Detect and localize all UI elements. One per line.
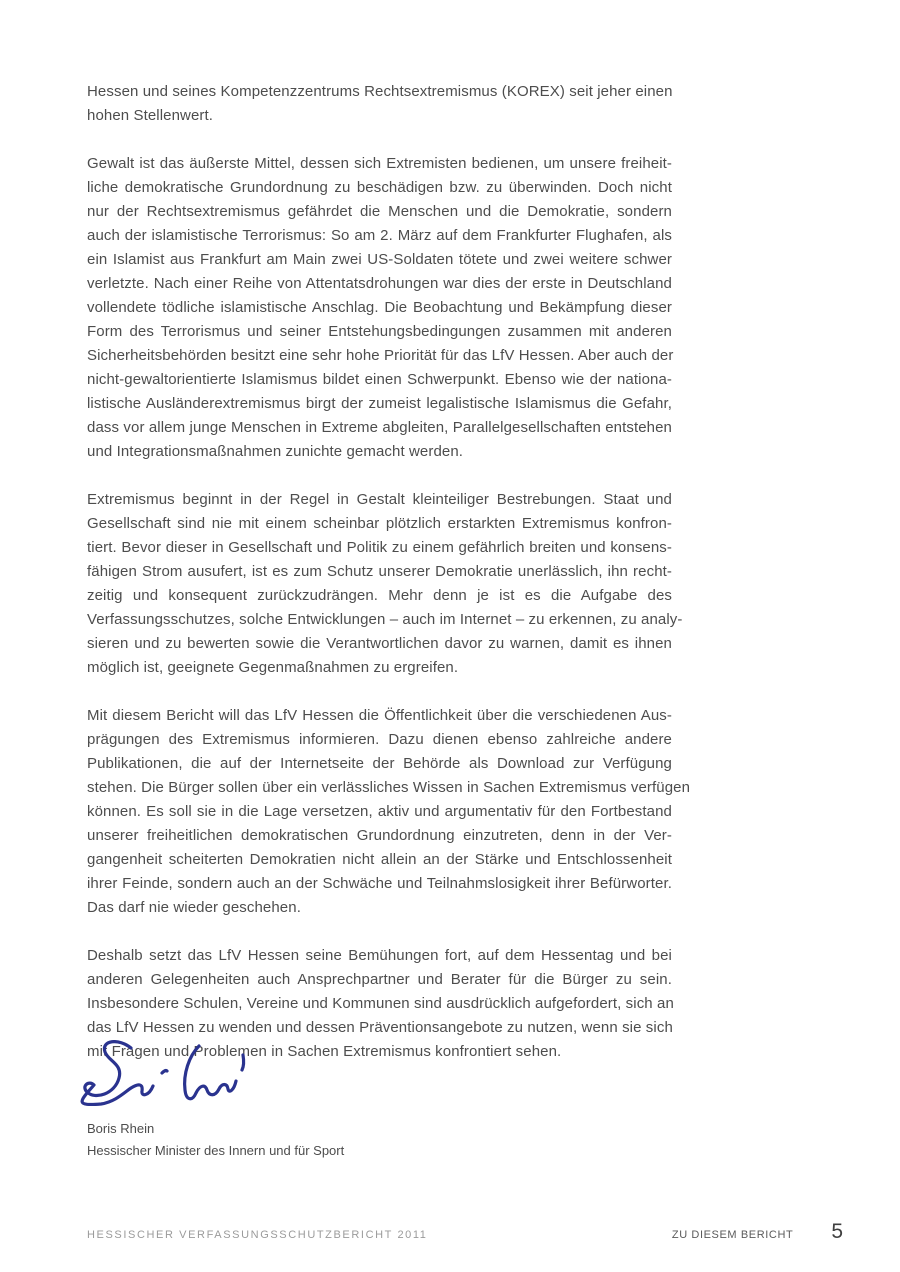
text-line: fähigen Strom ausufert, ist es zum Schutz unserer Demokratie unerlässlich, ihn recht-	[87, 563, 672, 580]
footer-right-group	[672, 1220, 843, 1244]
paragraph	[87, 488, 683, 680]
page-number: 5	[831, 1220, 843, 1243]
text-line: tiert. Bevor dieser in Gesellschaft und Politik zu einem gefährlich breiten und konsens-	[87, 539, 672, 556]
text-line: unserer freiheitlichen demokratischen Grundordnung einzutreten, denn in der Ver-	[87, 827, 672, 844]
footer-section-label: ZU DIESEM BERICHT	[671, 1229, 794, 1241]
text-line: Gewalt ist das äußerste Mittel, dessen sich Extremisten bedienen, um unsere freiheit-	[87, 155, 672, 172]
text-line: nicht-gewaltorientierte Islamismus bildet einen Schwerpunkt. Ebenso wie der nationa-	[87, 371, 672, 388]
text-line: sieren und zu bewerten sowie die Verantwortlichen davor zu warnen, damit es ihnen	[87, 635, 672, 652]
paragraph	[87, 704, 691, 920]
text-line: das LfV Hessen zu wenden und dessen Präventionsangebote zu nutzen, wenn sie sich	[87, 1019, 673, 1036]
text-line: vollendete tödliche islamistische Anschlag. Die Beobachtung und Bekämpfung dieser	[87, 299, 672, 316]
text-line: Insbesondere Schulen, Vereine und Kommunen sind ausdrücklich aufgefordert, sich an	[87, 995, 674, 1012]
text-line: dass vor allem junge Menschen in Extreme abgleiten, Parallelgesellschaften entstehen	[87, 419, 672, 436]
text-line: Sicherheitsbehörden besitzt eine sehr hohe Priorität für das LfV Hessen. Aber auch der	[87, 347, 674, 364]
text-line: anderen Gelegenheiten auch Ansprechpartner und Berater für die Bürger zu sein.	[87, 971, 672, 988]
signature-block	[87, 1040, 672, 1162]
text-line: ein Islamist aus Frankfurt am Main zwei US-Soldaten tötete und zwei weitere schwer	[87, 251, 672, 268]
text-line: auch der islamistische Terrorismus: So am 2. März auf dem Frankfurter Flughafen, als	[87, 227, 672, 244]
text-line: prägungen des Extremismus informieren. Dazu dienen ebenso zahlreiche andere	[87, 731, 672, 748]
paragraph	[87, 80, 672, 128]
page-footer	[87, 1220, 843, 1244]
text-line: Verfassungsschutzes, solche Entwicklungen – auch im Internet – zu erkennen, zu analy-	[87, 611, 683, 628]
footer-report-title: HESSISCHER VERFASSUNGSSCHUTZBERICHT 2011	[87, 1229, 428, 1241]
text-line: gangenheit scheiterten Demokratien nicht allein an der Stärke und Entschlossenheit	[87, 851, 672, 868]
paragraph	[87, 152, 672, 464]
text-line: Mit diesem Bericht will das LfV Hessen die Öffentlichkeit über die verschiedenen Aus-	[87, 707, 672, 724]
text-line: Deshalb setzt das LfV Hessen seine Bemühungen fort, auf dem Hessentag und bei	[87, 947, 672, 964]
text-line: Hessen und seines Kompetenzzentrums Rechtsextremismus (KOREX) seit jeher einen	[87, 83, 673, 100]
text-line: Das darf nie wieder geschehen.	[87, 899, 301, 916]
text-line: mit Fragen und Problemen in Sachen Extremismus konfrontiert sehen.	[87, 1043, 562, 1060]
text-line: liche demokratische Grundordnung zu beschädigen bzw. zu überwinden. Doch nicht	[87, 179, 672, 196]
text-line: listische Ausländerextremismus birgt der zumeist legalistische Islamismus die Gefahr,	[87, 395, 672, 412]
text-line: verletzte. Nach einer Reihe von Attentatsdrohungen war dies der erste in Deutschland	[87, 275, 672, 292]
text-line: stehen. Die Bürger sollen über ein verlässliches Wissen in Sachen Extremismus verfügen	[87, 779, 691, 796]
text-line: Form des Terrorismus und seiner Entstehungsbedingungen zusammen mit anderen	[87, 323, 672, 340]
text-line: können. Es soll sie in die Lage versetzen, aktiv und argumentativ für den Fortbestand	[87, 803, 672, 820]
text-line: Extremismus beginnt in der Regel in Gestalt kleinteiliger Bestrebungen. Staat und	[87, 491, 672, 508]
text-line: Gesellschaft sind nie mit einem scheinbar plötzlich erstarkten Extremismus konfron-	[87, 515, 672, 532]
signature-image	[67, 1040, 252, 1116]
text-line: zeitig und konsequent zurückzudrängen. Mehr denn je ist es die Aufgabe des	[87, 587, 672, 604]
text-line: möglich ist, geeignete Gegenmaßnahmen zu ergreifen.	[87, 659, 459, 676]
text-line: nur der Rechtsextremismus gefährdet die Menschen und die Demokratie, sondern	[87, 203, 672, 220]
text-line: ihrer Feinde, sondern auch an der Schwäche und Teilnahmslosigkeit ihrer Befürworter.	[87, 875, 672, 892]
signatory-name: Boris Rhein	[87, 1121, 155, 1136]
text-line: und Integrationsmaßnahmen zunichte gemacht werden.	[87, 443, 464, 460]
body-text	[87, 80, 691, 1088]
text-line: hohen Stellenwert.	[87, 107, 214, 124]
signatory-title: Hessischer Minister des Innern und für Sport	[87, 1143, 345, 1158]
text-line: Publikationen, die auf der Internetseite der Behörde als Download zur Verfügung	[87, 755, 672, 772]
